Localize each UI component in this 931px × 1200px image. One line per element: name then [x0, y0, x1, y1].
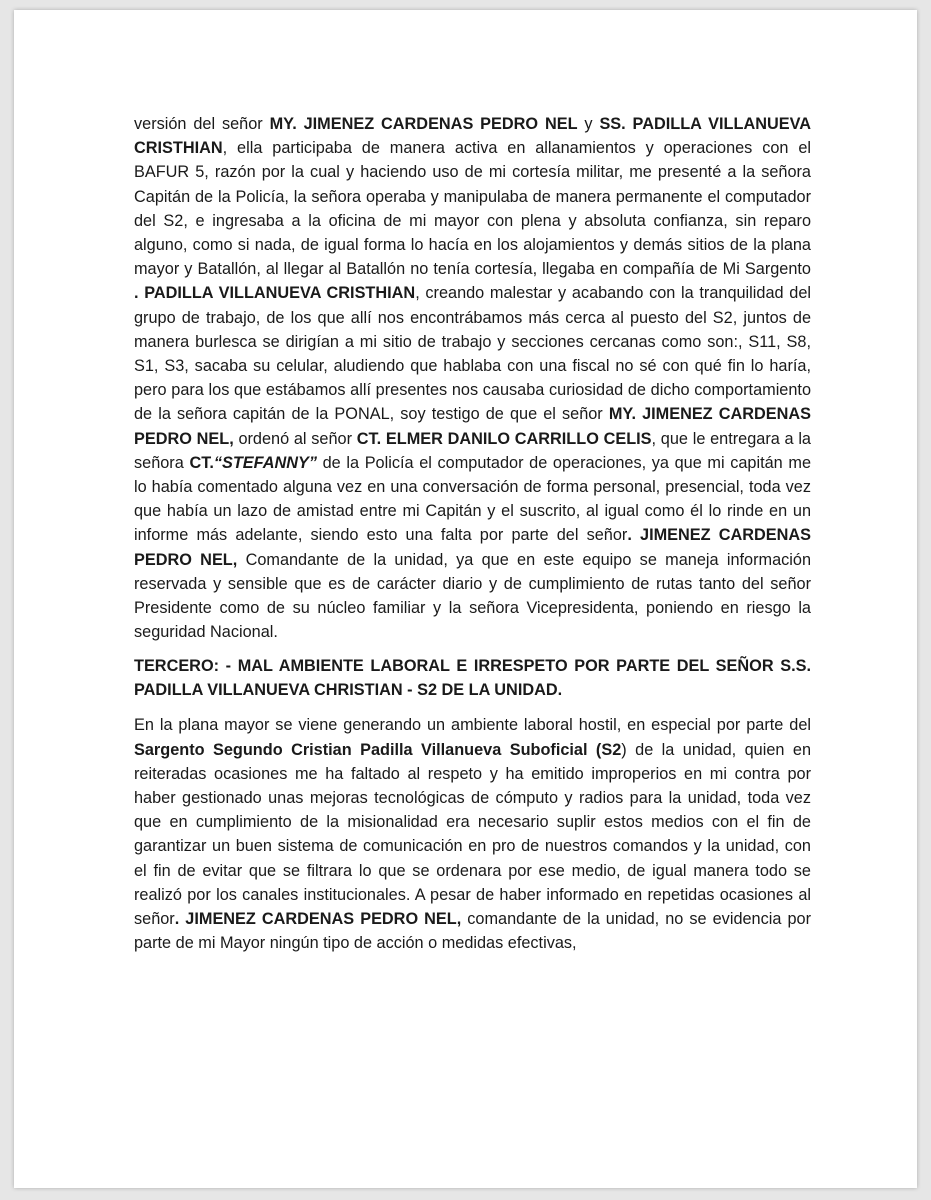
text-run: versión del señor [134, 115, 270, 133]
document-body [134, 112, 811, 956]
bold-italic-name-run: “STEFANNY” [213, 453, 317, 472]
text-run: , creando malestar y acabando con la tranquilidad del grupo de trabajo, de los que allí nos encontrábamos más cerca al puesto del S2, juntos de manera burlesca se dirigían a mi sitio de trabajo y secciones cercanas como son:, S11, S8, S1, S3, sacaba su celular, aludiendo que hablaba con una fiscal no sé con qué fin lo haría, pero para los que estábamos allí presentes nos causaba curiosidad de dicho comportamiento de la señora capitán de la PONAL, soy testigo de que el señor [134, 284, 811, 424]
paragraph-1 [134, 112, 811, 644]
bold-name-run: CT. ELMER DANILO CARRILLO CELIS [356, 429, 652, 448]
bold-name-run: MY. JIMENEZ CARDENAS PEDRO NEL [269, 115, 578, 133]
bold-name-run: . JIMENEZ CARDENAS PEDRO NEL, [134, 526, 811, 569]
text-run: comandante de la unidad, no se evidencia por parte de mi Mayor ningún tipo de acción o medidas efectivas, [134, 910, 811, 953]
text-run: , ella participaba de manera activa en allanamientos y operaciones con el BAFUR 5, razón por la cual y haciendo uso de mi cortesía militar, me presenté a la señora Capitán de la Policía, la señora operaba y manipulaba de manera permanente el computador del S2, e ingresaba a la oficina de mi mayor con plena y absoluta confianza, sin reparo alguno, como si nada, de igual forma lo hacía en los alojamientos y demás sitios de la plana mayor y Batallón, al llegar al Batallón no tenía cortesía, llegaba en compañía de Mi Sargento [134, 139, 811, 279]
text-run: y [577, 115, 600, 133]
text-run: Comandante de la unidad, ya que en este equipo se maneja información reservada y sensible que es de carácter diario y de cumplimiento de rutas tanto del señor Presidente como de su núcleo familiar y la señora Vicepresidenta, poniendo en riesgo la seguridad Nacional. [134, 550, 812, 642]
bold-name-run: . JIMENEZ CARDENAS PEDRO NEL, [174, 910, 462, 929]
section-heading: TERCERO: - MAL AMBIENTE LABORAL E IRRESPETO POR PARTE DEL SEÑOR S.S. PADILLA VILLANUEVA CHRISTIAN - S2 DE LA UNIDAD. [134, 657, 811, 700]
document-page [14, 10, 917, 1188]
text-run: ordenó al señor [233, 429, 357, 448]
text-run: , que le entregara a la señora [134, 429, 811, 472]
bold-name-run: SS. PADILLA VILLANUEVA CRISTHIAN [134, 115, 811, 158]
bold-name-run: Sargento Segundo Cristian Padilla Villanueva Suboficial (S2 [134, 740, 622, 759]
paragraph-3 [134, 713, 811, 955]
text-run: En la plana mayor se viene generando un ambiente laboral hostil, en especial por parte del [134, 716, 811, 735]
bold-name-run: CT. [189, 453, 214, 472]
text-run: ) de la unidad, quien en reiteradas ocasiones me ha faltado al respeto y ha emitido improperios en mi contra por haber gestionado unas mejoras tecnológicas de cómputo y radios para la unidad, toda vez que en cumplimiento de la misionalidad era necesario suplir estos medios con el fin de garantizar un buen sistema de comunicación en pro de nuestros comandos y la unidad, con el fin de evitar que se filtrara lo que se ordenara por ese medio, de igual manera todo se realizó por los canales institucionales. A pesar de haber informado en repetidas ocasiones al señor [134, 740, 812, 929]
bold-name-run: MY. JIMENEZ CARDENAS PEDRO NEL, [134, 405, 811, 448]
text-run: de la Policía el computador de operaciones, ya que mi capitán me lo había comentado alguna vez en una conversación de forma personal, presencial, toda vez que había un lazo de amistad entre mi Capitán y el suscrito, al igual como él lo rinde en un informe más adelante, siendo esto una falta por parte del señor [134, 453, 812, 545]
bold-name-run: . PADILLA VILLANUEVA CRISTHIAN [134, 284, 416, 303]
